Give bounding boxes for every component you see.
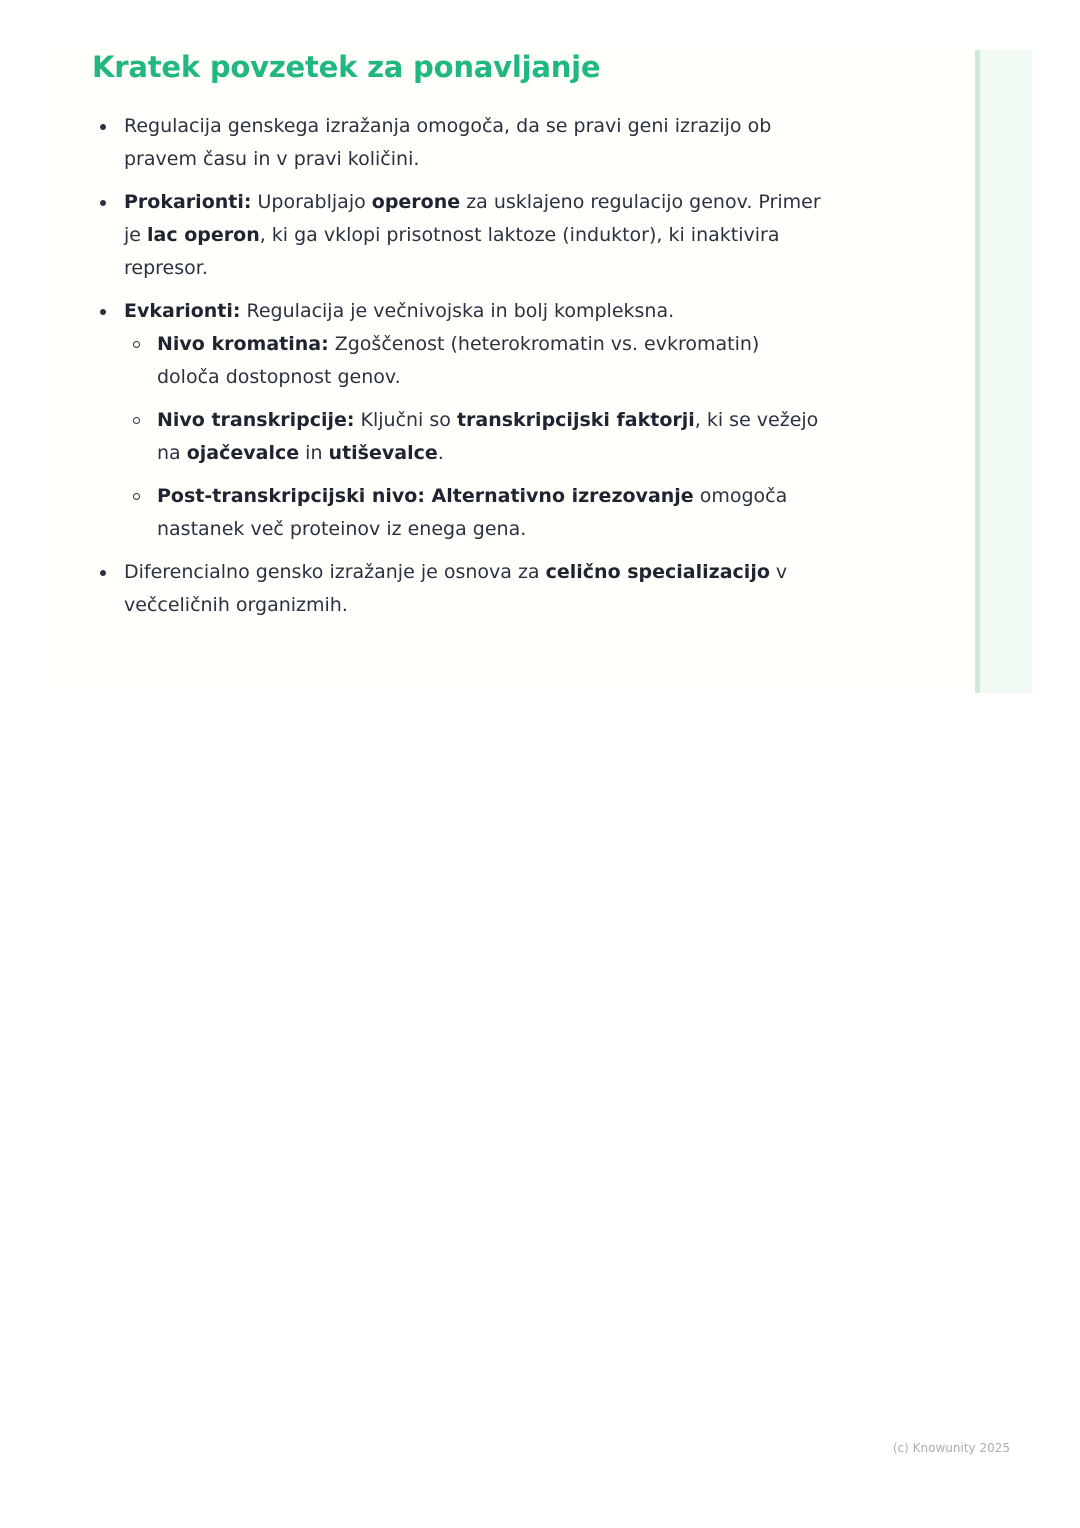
- keyword: ojačevalce: [186, 442, 300, 464]
- item-label: Evkarionti:: [124, 300, 241, 322]
- list-item-eukaryotes: [124, 295, 824, 546]
- bullet-icon: [100, 200, 106, 206]
- circle-bullet-icon: [133, 417, 140, 424]
- copyright-footer: (c) Knowunity 2025: [892, 1441, 1010, 1455]
- bullet-icon: [100, 124, 106, 130]
- list-item-regulation: [124, 110, 824, 176]
- sublist-item-post-transcription: [157, 480, 824, 546]
- keyword: transkripcijski faktorji: [456, 409, 695, 431]
- sublist-item-transcription: [157, 404, 824, 470]
- page-title: Kratek povzetek za ponavljanje: [92, 50, 601, 84]
- subitem-text: .: [437, 442, 444, 464]
- subitem-text: Zgoščenost (heterokromatin vs. evkromatin) določa dostopnost genov.: [157, 333, 760, 388]
- item-text: Diferencialno gensko izražanje je osnova za: [124, 561, 546, 583]
- side-panel: [980, 50, 1032, 693]
- subitem-label: Post-transkripcijski nivo:: [157, 485, 425, 507]
- subitem-text: Ključni so: [354, 409, 457, 431]
- item-text: Uporabljajo: [251, 191, 372, 213]
- circle-bullet-icon: [133, 493, 140, 500]
- item-label: Prokarionti:: [124, 191, 252, 213]
- item-text: Regulacija je večnivojska in bolj kompleksna.: [240, 300, 675, 322]
- subitem-text: in: [299, 442, 329, 464]
- subitem-label: Nivo transkripcije:: [157, 409, 355, 431]
- list-item-prokaryotes: [124, 186, 824, 285]
- keyword: lac operon: [147, 224, 260, 246]
- item-text: v večceličnih organizmih.: [124, 561, 788, 616]
- list-item-differential-expression: [124, 556, 824, 622]
- item-text: , ki ga vklopi prisotnost laktoze (induktor), ki inaktivira represor.: [124, 224, 780, 279]
- item-text: za usklajeno regulacijo genov. Primer je: [124, 191, 821, 246]
- bullet-icon: [100, 309, 106, 315]
- keyword: Alternativno izrezovanje: [424, 485, 694, 507]
- summary-list: [124, 110, 824, 632]
- circle-bullet-icon: [133, 341, 140, 348]
- bullet-icon: [100, 570, 106, 576]
- keyword: operone: [371, 191, 461, 213]
- eukaryote-sublist: [124, 328, 824, 546]
- subitem-text: , ki se vežejo na: [157, 409, 819, 464]
- subitem-text: omogoča nastanek več proteinov iz enega gena.: [157, 485, 788, 540]
- subitem-label: Nivo kromatina:: [157, 333, 329, 355]
- sublist-item-chromatin: [157, 328, 824, 394]
- keyword: utiševalce: [328, 442, 438, 464]
- keyword: celično specializacijo: [545, 561, 770, 583]
- item-text: Regulacija genskega izražanja omogoča, da se pravi geni izrazijo ob pravem času in v pravi količini.: [124, 115, 772, 170]
